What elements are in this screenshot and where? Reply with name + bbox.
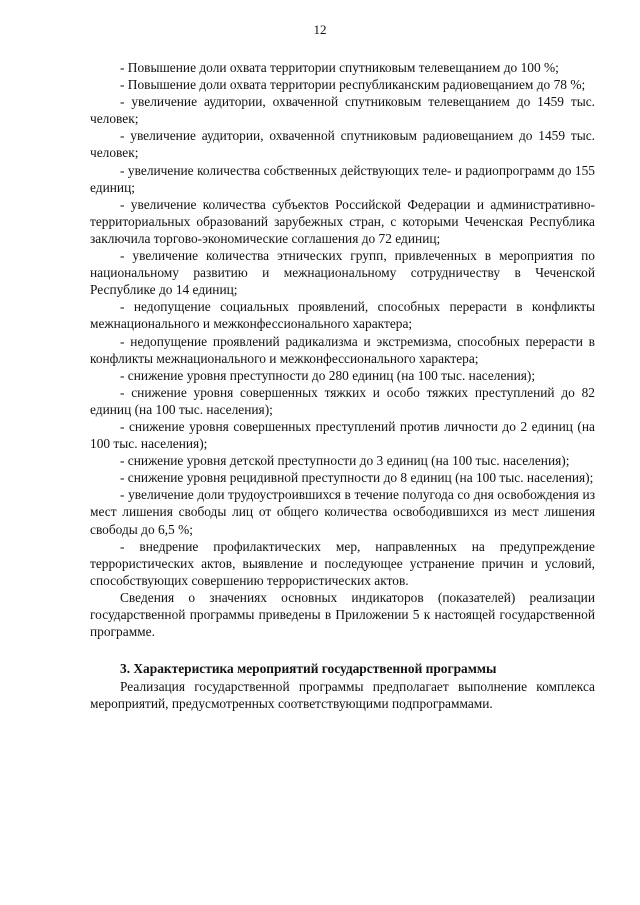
document-body (90, 59, 595, 712)
list-item: - снижение уровня рецидивной преступности до 8 единиц (на 100 тыс. населения); (120, 470, 594, 486)
list-item: - увеличение количества субъектов Российской Федерации и административно-территориальных образований зарубежных стран, с которыми Чеченская Республика заключила торгово-экономические соглашения до 72 единиц; (90, 196, 595, 246)
list-item: - увеличение количества собственных действующих теле- и радиопрограмм до 155 единиц; (90, 162, 595, 195)
list-item: - снижение уровня совершенных тяжких и особо тяжких преступлений до 82 единиц (на 100 тыс. населения); (90, 384, 595, 417)
section-heading: 3. Характеристика мероприятий государственной программы (120, 661, 497, 677)
list-item: - внедрение профилактических мер, направленных на предупреждение террористических актов, выявление и последующее устранение причин и условий, способствующих совершению террористических актов. (90, 538, 595, 588)
list-item: - Повышение доли охвата территории спутниковым телевещанием до 100 %; (120, 60, 559, 75)
list-item: - недопущение социальных проявлений, способных перерасти в конфликты межнационального и межконфессионального характера; (90, 299, 595, 332)
list-item: - недопущение проявлений радикализма и экстремизма, способных перерасти в конфликты межнационального и межконфессионального характера; (90, 333, 595, 366)
list-item: - снижение уровня совершенных преступлений против личности до 2 единиц (на 100 тыс. населения); (90, 418, 595, 452)
list-item: - увеличение количества этнических групп, привлеченных в мероприятия по национальному развитию и межнациональному сотрудничеству в Чеченской Республике до 14 единиц; (90, 248, 595, 298)
list-item: - снижение уровня преступности до 280 единиц (на 100 тыс. населения); (120, 367, 536, 383)
list-item: - Повышение доли охвата территории республиканским радиовещанием до 78 %; (120, 77, 586, 93)
list-item: - увеличение аудитории, охваченной спутниковым телевещанием до 1459 тыс. человек; (90, 94, 595, 127)
summary-paragraph: Сведения о значениях основных индикаторов (показателей) реализации государственной программы приведены в Приложении 5 к настоящей государственной программе. (90, 589, 595, 640)
list-item: - снижение уровня детской преступности до 3 единиц (на 100 тыс. населения); (120, 453, 570, 469)
page-number: 12 (313, 22, 327, 37)
section-paragraph: Реализация государственной программы предполагает выполнение комплекса мероприятий, предусмотренных соответствующими подпрограммами. (90, 679, 595, 712)
list-item: - увеличение аудитории, охваченной спутниковым радиовещанием до 1459 тыс. человек; (90, 128, 595, 161)
list-item: - увеличение доли трудоустроившихся в течение полугода со дня освобождения из мест лишения свободы лиц от общего количества освободившихся из мест лишения свободы до 6,5 %; (90, 487, 595, 537)
